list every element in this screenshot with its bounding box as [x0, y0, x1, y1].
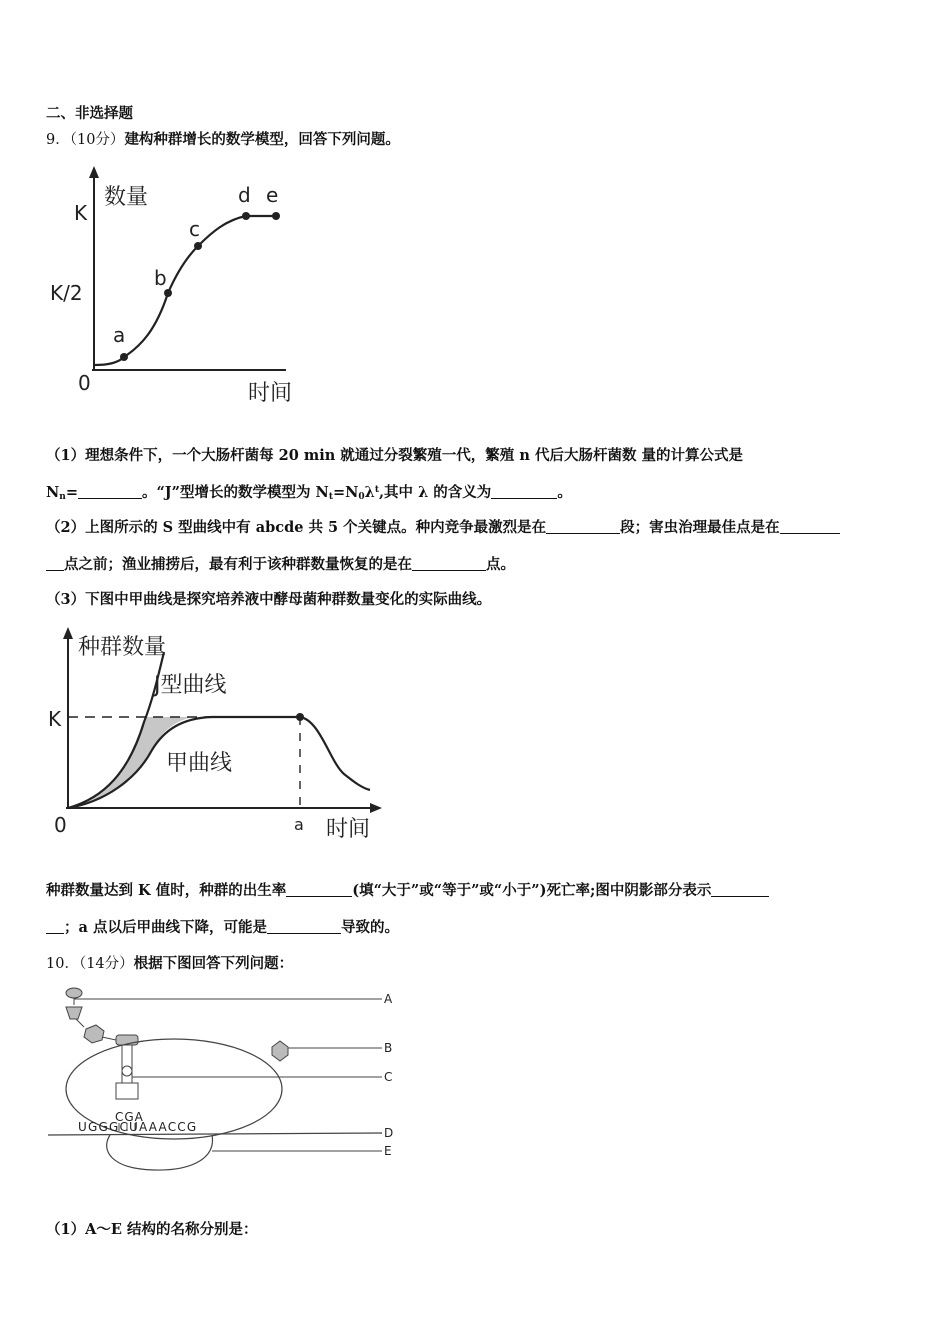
q9-part1-line2	[46, 481, 572, 502]
label-d: d	[238, 183, 251, 207]
answer-blank-birth-rate[interactable]	[286, 883, 352, 897]
part2-text: （2）上图所示的 S 型曲线中有 abcde 共 5 个关键点。种内竞争最激烈是在	[46, 519, 547, 536]
ribosome-small	[107, 1135, 213, 1170]
answer-blank-shaded-cont[interactable]	[46, 920, 64, 934]
translation-figure	[44, 985, 404, 1175]
question-number: 9．	[46, 132, 70, 148]
lambda-symbol: λ	[364, 484, 375, 501]
q9-part2-line2	[46, 553, 515, 574]
question-score: （10分）	[69, 132, 125, 148]
fig1-ytick-half: K/2	[50, 281, 83, 305]
answer-blank-pest-cont[interactable]	[46, 557, 64, 571]
answer-blank-shaded[interactable]	[711, 883, 769, 897]
fig1-xlabel: 时间	[248, 381, 293, 406]
point-a	[120, 353, 128, 361]
q9-part3: （3）下图中甲曲线是探究培养液中酵母菌种群数量变化的实际曲线。	[46, 591, 492, 608]
question-stem: 根据下图回答下列问题：	[133, 955, 294, 972]
point-d	[242, 212, 250, 220]
label-e: e	[266, 183, 279, 207]
fig1-ytick-k: K	[74, 201, 88, 225]
label-a: a	[113, 323, 126, 347]
amino-acid-hexagon	[84, 1025, 104, 1043]
label-b: b	[154, 266, 167, 290]
zero-subscript: 0	[358, 492, 365, 502]
fig1-ylabel: 数量	[104, 185, 149, 210]
equals-n: =N	[332, 484, 359, 501]
question-9-header	[46, 128, 400, 149]
s-curve-figure	[46, 160, 316, 410]
q9-part3-line1	[46, 879, 769, 900]
answer-blank-formula[interactable]	[78, 485, 142, 499]
point-a-marker	[296, 713, 304, 721]
label-E: E	[384, 1144, 392, 1158]
label-D: D	[384, 1126, 394, 1140]
label-c: c	[189, 217, 200, 241]
q9-part3-line2	[46, 916, 399, 937]
label-B: B	[384, 1041, 393, 1055]
jia-curve-label: 甲曲线	[166, 751, 233, 776]
fig2-ylabel: 种群数量	[78, 635, 167, 660]
amino-acid-oval	[66, 988, 82, 998]
j-model-text: 。“J”型增长的数学模型为 N	[141, 484, 329, 501]
part2-end-text: 点。	[486, 556, 515, 573]
fig2-origin: 0	[54, 813, 67, 837]
answer-blank-fishing[interactable]	[412, 557, 486, 571]
q10-part1: （1）A～E 结构的名称分别是：	[46, 1221, 258, 1238]
birth-rate-text: 种群数量达到 K 值时，种群的出生率	[46, 882, 287, 899]
answer-blank-competition[interactable]	[546, 520, 620, 534]
t-subscript: t	[328, 492, 333, 502]
decline-end-text: 导致的。	[340, 919, 399, 936]
n-subscript: n	[59, 492, 66, 502]
point-b	[164, 289, 172, 297]
free-amino-acid	[272, 1041, 288, 1061]
question-score: （14分）	[78, 956, 134, 972]
part2-mid-text: 段；害虫治理最佳点是在	[620, 519, 780, 536]
amino-acid-trapezoid	[66, 1007, 82, 1019]
fig1-origin: 0	[78, 371, 91, 395]
answer-blank-pest[interactable]	[780, 520, 840, 534]
fig2-xlabel: 时间	[326, 817, 371, 842]
question-stem: 建构种群增长的数学模型，回答下列问题。	[124, 131, 400, 148]
period: 。	[557, 484, 572, 501]
question-10-header	[46, 952, 293, 973]
point-e	[272, 212, 280, 220]
section-title: 二、非选择题	[46, 105, 133, 122]
n-symbol: N	[46, 484, 60, 501]
question-number: 10．	[46, 956, 79, 972]
part2-line2-text: 点之前；渔业捕捞后，最有利于该种群数量恢复的是在	[64, 556, 412, 573]
t-superscript: t	[374, 485, 379, 495]
fig2-ytick-k: K	[48, 707, 62, 731]
j-curve-label: J型曲线	[154, 673, 227, 698]
answer-blank-decline[interactable]	[267, 920, 341, 934]
anticodon-text: CGA	[115, 1110, 144, 1124]
q9-part2-line1	[46, 516, 840, 537]
yeast-curve-figure	[44, 622, 394, 847]
equals: =	[65, 484, 78, 501]
decline-text: ；a 点以后甲曲线下降，可能是	[64, 919, 267, 936]
label-C: C	[384, 1070, 393, 1084]
answer-blank-lambda[interactable]	[491, 485, 557, 499]
fig2-xtick-a: a	[294, 815, 304, 834]
q9-part1-line1: （1）理想条件下，一个大肠杆菌每 20 min 就通过分裂繁殖一代，繁殖 n 代后大肠杆菌数 量的计算公式是	[46, 447, 743, 464]
label-A: A	[384, 992, 393, 1006]
lambda-meaning-text: ,其中 λ 的含义为	[379, 484, 492, 501]
shaded-meaning-text: (填“大于”或“等于”或“小于”)死亡率;图中阴影部分表示	[352, 882, 712, 899]
point-c	[194, 242, 202, 250]
mrna-sequence: UGGGCUAAACCG	[78, 1120, 198, 1134]
